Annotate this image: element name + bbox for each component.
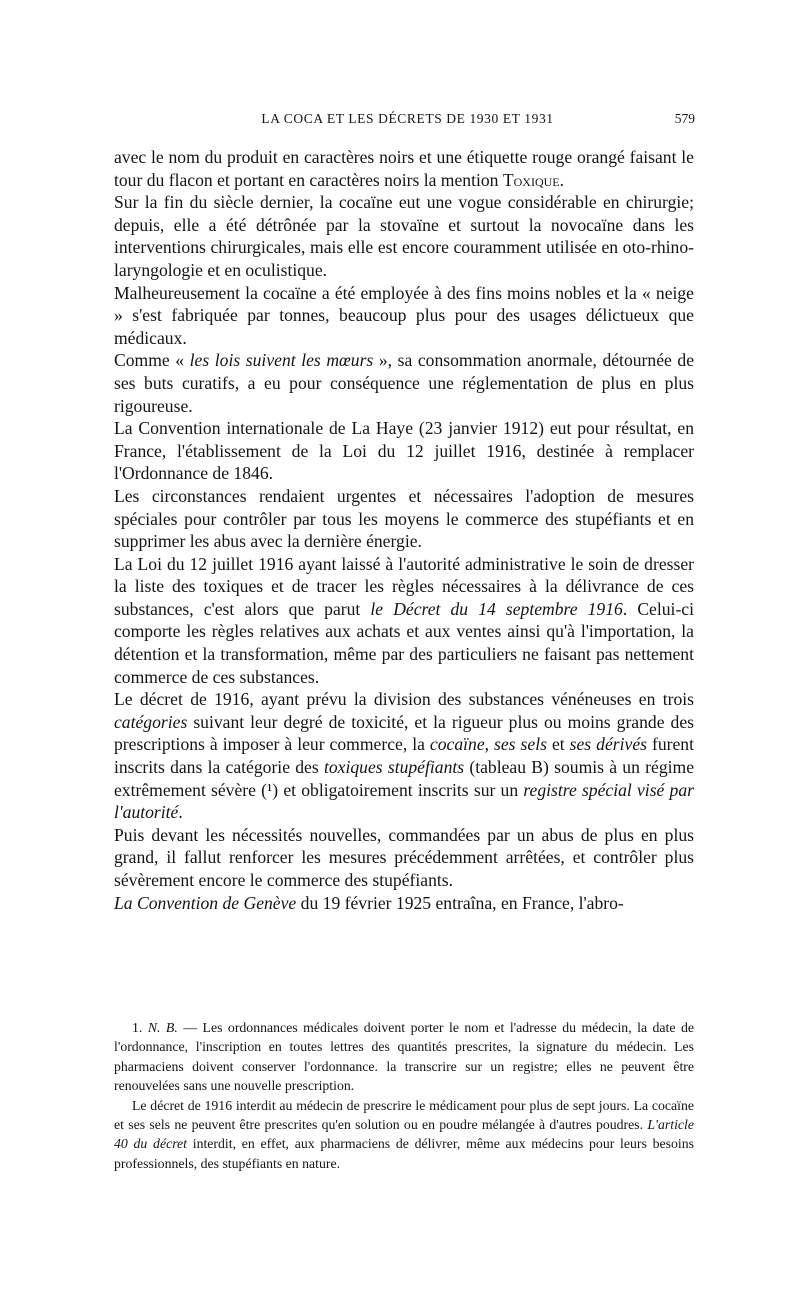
footnote-1 <box>114 1018 694 1096</box>
paragraph-7-text-start: La Loi du 12 juillet 1916 ayant laissé à l'autorité administrative le soin de dresser la liste des toxiques et de tracer les règles nécessaires à la délivrance de ces substances, c'est alors que parut <box>114 553 694 619</box>
decret-1916-title: le Décret du 14 septembre 1916 <box>370 598 623 619</box>
paragraph-8-text-k: . <box>178 802 183 823</box>
paragraph-3: Malheureusement la cocaïne a été employée à des fins moins nobles et la « neige » s'est fabriquée par tonnes, beaucoup plus pour des usages délictueux que médicaux. <box>114 282 694 348</box>
toxiques-stupefiants-term: toxiques stupéfiants <box>323 757 465 778</box>
paragraph-7-text-end: . Celui-ci comporte les règles relatives aux achats et aux ventes ainsi qu'à l'importation, la détention et la transformation, même par des particuliers ne faisant pas nettement commerce de ces substances. <box>114 598 694 687</box>
quote-lois-moeurs: les lois suivent les mœurs <box>189 350 374 371</box>
paragraph-4-text-start: Comme « <box>114 350 190 371</box>
paragraph-4-text-end: », sa consommation anormale, détournée de ses buts curatifs, a eu pour conséquence une réglementation de plus en plus rigoureuse. <box>114 350 694 416</box>
footnote-2-text-start: Le décret de 1916 interdit au médecin de prescrire le médicament pour plus de sept jours. La cocaïne et ses sels ne peuvent être prescrites qu'en solution ou en poudre mélangée à d'autres poudres. <box>114 1097 694 1133</box>
footnote-2 <box>114 1096 694 1174</box>
categories-term: catégories <box>114 711 188 732</box>
nota-bene: N. B. <box>147 1020 178 1035</box>
paragraph-8 <box>114 688 694 824</box>
main-text <box>114 146 694 914</box>
cocaine-sels-term: cocaïne, ses sels <box>429 734 547 755</box>
footnotes <box>114 1018 694 1173</box>
paragraph-10-text: du 19 février 1925 entraîna, en France, l'abro- <box>296 892 624 913</box>
footnote-2-text-end: interdit, en effet, aux pharmaciens de délivrer, même aux médecins pour leurs besoins professionnels, des stupéfiants en nature. <box>114 1136 694 1171</box>
paragraph-5: La Convention internationale de La Haye (23 janvier 1912) eut pour résultat, en France, l'établissement de la Loi du 12 juillet 1916, destinée à remplacer l'Ordonnance de 1846. <box>114 418 694 484</box>
paragraph-6: Les circonstances rendaient urgentes et nécessaires l'adoption de mesures spéciales pour contrôler par tous les moyens le commerce des stupéfiants et en supprimer les abus avec la dernière énergie. <box>114 485 694 552</box>
footnote-1-number: 1. <box>132 1020 148 1035</box>
paragraph-1 <box>114 146 694 191</box>
paragraph-8-text-g: furent inscrits dans la catégorie des <box>114 734 694 778</box>
paragraph-8-text-c: suivant leur degré de toxicité, et la rigueur plus ou moins grande des prescriptions à imposer à leur commerce, la <box>114 711 694 755</box>
paragraph-8-text-i: (tableau B) soumis à un régime extrêmement sévère (¹) et obligatoirement inscrits sur un <box>114 757 694 800</box>
running-head <box>120 111 695 131</box>
paragraph-4 <box>114 349 694 417</box>
derives-term: ses dérivés <box>569 734 647 755</box>
paragraph-8-text-e: et <box>546 734 570 755</box>
paragraph-10 <box>114 892 694 915</box>
toxique-mention: Toxique. <box>502 169 565 190</box>
paragraph-2: Sur la fin du siècle dernier, la cocaïne eut une vogue considérable en chirurgie; depuis, elle a été détrônée par la stovaïne et surtout la novocaïne dans les interventions chirurgicales, mais elle est encore couramment utilisée en oto-rhino-laryngologie et en oculistique. <box>114 192 694 280</box>
page-number: 579 <box>674 111 695 126</box>
paragraph-1-text: avec le nom du produit en caractères noirs et une étiquette rouge orangé faisant le tour du flacon et portant en caractères noirs la mention <box>114 147 694 190</box>
running-title: LA COCA ET LES DÉCRETS DE 1930 ET 1931 <box>261 111 554 126</box>
paragraph-9: Puis devant les nécessités nouvelles, commandées par un abus de plus en plus grand, il fallut renforcer les mesures précédemment arrêtées, et contrôler plus sévèrement encore le commerce des stupéfiants. <box>114 824 694 890</box>
article-40-reference: L'article 40 du décret <box>114 1117 694 1152</box>
paragraph-8-text-a: Le décret de 1916, ayant prévu la division des substances vénéneuses en trois <box>114 689 694 710</box>
paragraph-7 <box>114 553 694 689</box>
footnote-1-text: — Les ordonnances médicales doivent porter le nom et l'adresse du médecin, la date de l'ordonnance, l'inscription en toutes lettres des quantités prescrites, la signature du médecin. Les pharmaciens doivent conserver l'ordonnance. la transcrire sur un registre; elles ne peuvent être renouvelées sans une nouvelle prescription. <box>114 1020 694 1094</box>
convention-geneve-title: La Convention de Genève <box>114 892 297 913</box>
registre-special-term: registre spécial visé par l'autorité <box>114 779 694 823</box>
